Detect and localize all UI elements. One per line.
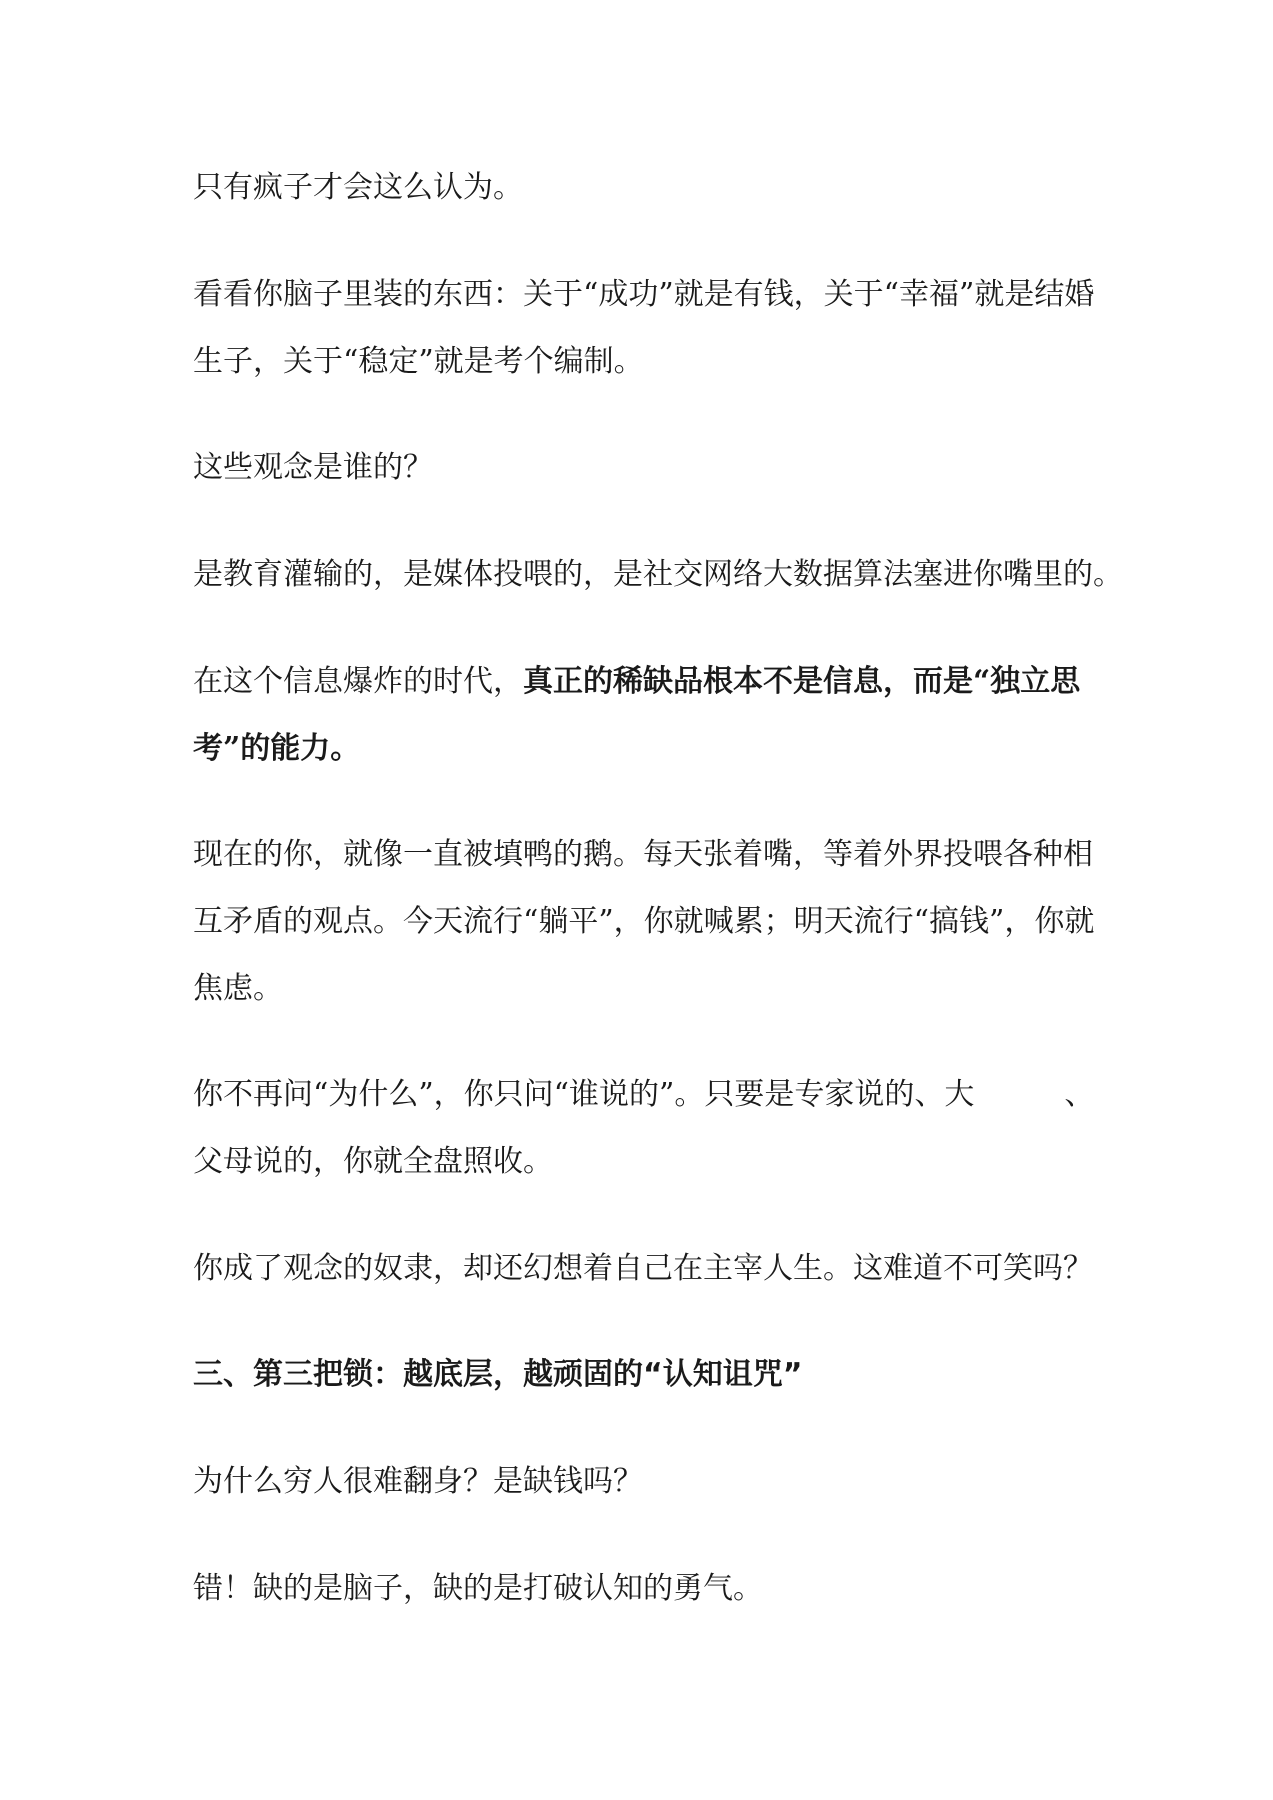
- section-heading-third-lock: 三、第三把锁：越底层，越顽固的“认知诅咒”: [193, 1357, 803, 1392]
- paragraph-wrong-answer: 错！缺的是脑子，缺的是打破认知的勇气。: [193, 1571, 763, 1606]
- paragraph-force-fed-line1: 现在的你，就像一直被填鸭的鹅。每天张着嘴，等着外界投喂各种相: [193, 837, 1093, 872]
- paragraph-whose-ideas: 这些观念是谁的？: [193, 450, 433, 485]
- paragraph-who-said-line2: 父母说的，你就全盘照收。: [193, 1144, 553, 1179]
- scarcity-intro-text: 在这个信息爆炸的时代，: [193, 664, 523, 699]
- paragraph-who-said-line1: 你不再问“为什么”，你只问“谁说的”。只要是专家说的、大 、: [193, 1077, 1095, 1112]
- paragraph-madman: 只有疯子才会这么认为。: [193, 170, 523, 205]
- paragraph-mind-contents-line1: 看看你脑子里装的东西：关于“成功”就是有钱，关于“幸福”就是结婚: [193, 277, 1095, 312]
- paragraph-sources: 是教育灌输的，是媒体投喂的，是社交网络大数据算法塞进你嘴里的。: [193, 557, 1123, 592]
- paragraph-slave-of-ideas: 你成了观念的奴隶，却还幻想着自己在主宰人生。这难道不可笑吗？: [193, 1251, 1093, 1286]
- paragraph-scarcity-line2: 考”的能力。: [193, 731, 361, 766]
- paragraph-force-fed-line2: 互矛盾的观点。今天流行“躺平”，你就喊累；明天流行“搞钱”，你就: [193, 904, 1095, 939]
- scarcity-emphasis-text: 真正的稀缺品根本不是信息，而是“独立思: [523, 664, 1081, 699]
- paragraph-scarcity-line1: [193, 664, 1081, 699]
- paragraph-why-poor: 为什么穷人很难翻身？是缺钱吗？: [193, 1464, 643, 1499]
- paragraph-force-fed-line3: 焦虑。: [193, 971, 283, 1006]
- paragraph-mind-contents-line2: 生子，关于“稳定”就是考个编制。: [193, 344, 644, 379]
